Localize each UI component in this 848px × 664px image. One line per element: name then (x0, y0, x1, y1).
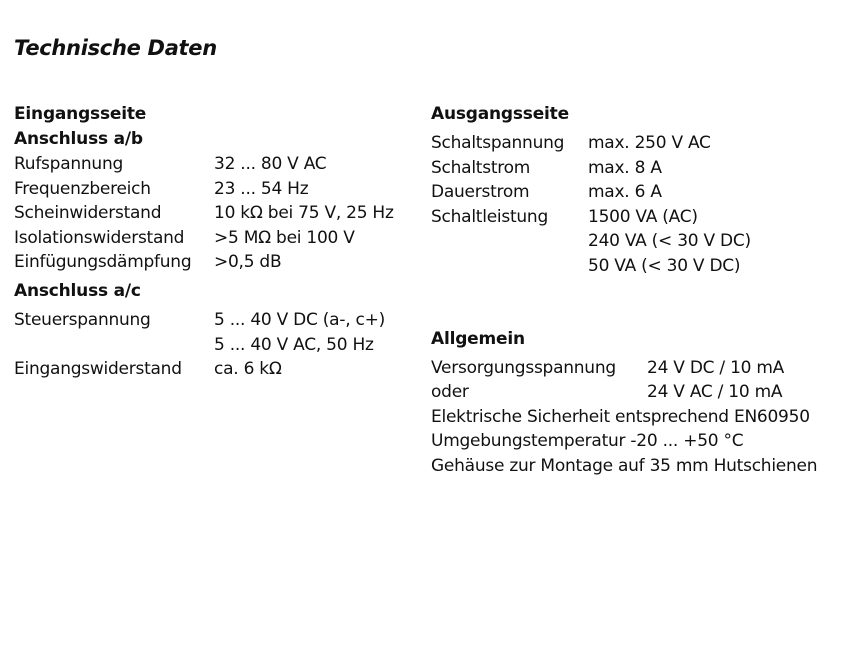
spec-label: Eingangswiderstand (14, 359, 182, 380)
spec-label: Einfügungsdämpfung (14, 252, 192, 273)
spec-row-frequency-range (14, 177, 424, 202)
spec-row-insertion-loss (14, 250, 424, 275)
connection-ac-heading: Anschluss a/c (14, 280, 141, 301)
spec-row-switching-power-dc-2 (431, 254, 841, 279)
spec-value: 32 ... 80 V AC (214, 154, 327, 174)
spec-row-switching-voltage (431, 131, 841, 156)
spec-label: Versorgungsspannung (431, 357, 616, 378)
spec-value: 240 VA (< 30 V DC) (588, 231, 751, 252)
spec-row-control-voltage (14, 308, 424, 333)
spec-value: 5 ... 40 V DC (a-, c+) (214, 309, 385, 330)
output-side-section (431, 102, 841, 279)
spec-label: Dauerstrom (431, 182, 530, 203)
connection-ab-heading: Anschluss a/b (14, 129, 143, 149)
spec-value: 10 kΩ bei 75 V, 25 Hz (214, 203, 394, 224)
output-and-general-section (431, 102, 841, 479)
spec-value: 1500 VA (AC) (588, 206, 698, 227)
spec-value: 24 V DC / 10 mA (647, 357, 785, 378)
input-side-heading: Eingangsseite (14, 104, 147, 124)
spec-value: max. 8 A (588, 157, 662, 178)
spec-label: Rufspannung (14, 154, 124, 174)
spec-row-switching-power (431, 205, 841, 230)
spec-line-electrical-safety: Elektrische Sicherheit entsprechend EN60950 (431, 406, 810, 427)
spec-value: ca. 6 kΩ (214, 359, 282, 380)
spec-value: >5 MΩ bei 100 V (214, 227, 355, 248)
input-side-section (14, 102, 424, 382)
spec-value: max. 6 A (588, 182, 662, 203)
spec-value: 50 VA (< 30 V DC) (588, 255, 741, 276)
spec-row-ring-voltage (14, 152, 424, 177)
general-section (431, 327, 841, 479)
general-heading: Allgemein (431, 328, 525, 349)
spec-value: 24 V AC / 10 mA (647, 382, 783, 403)
spec-label: oder (431, 382, 469, 403)
spec-row-insulation-resistance (14, 226, 424, 251)
spec-value: 5 ... 40 V AC, 50 Hz (214, 334, 374, 355)
spec-row-impedance (14, 201, 424, 226)
spec-label: Schaltspannung (431, 133, 565, 153)
spec-label: Frequenzbereich (14, 178, 151, 199)
page-title: Technische Daten (14, 36, 217, 60)
spec-row-supply-voltage-alt (431, 380, 841, 405)
output-side-heading: Ausgangsseite (431, 104, 569, 124)
spec-label: Schaltleistung (431, 206, 548, 227)
spec-label: Isolationswiderstand (14, 227, 185, 248)
spec-row-control-voltage-ac (14, 333, 424, 358)
spec-line-housing: Gehäuse zur Montage auf 35 mm Hutschienen (431, 455, 818, 476)
spec-label: Scheinwiderstand (14, 203, 162, 224)
spec-label: Steuerspannung (14, 309, 151, 330)
spec-row-continuous-current (431, 180, 841, 205)
spec-row-switching-current (431, 156, 841, 181)
spec-value: 23 ... 54 Hz (214, 178, 309, 199)
spec-value: max. 250 V AC (588, 133, 711, 153)
spec-value: >0,5 dB (214, 252, 282, 273)
spec-line-ambient-temperature: Umgebungstemperatur -20 ... +50 °C (431, 431, 744, 452)
spec-row-supply-voltage (431, 356, 841, 381)
spec-row-switching-power-dc-1 (431, 229, 841, 254)
spec-label: Schaltstrom (431, 157, 531, 178)
spec-row-input-resistance (14, 357, 424, 382)
